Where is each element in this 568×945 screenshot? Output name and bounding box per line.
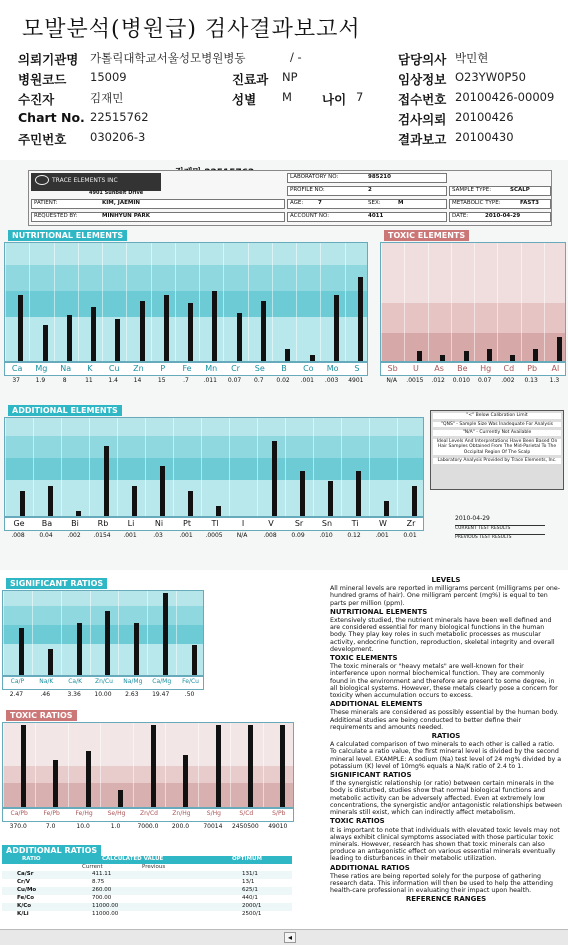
toxic-bar (533, 349, 538, 361)
additional-bar (272, 441, 277, 516)
additional-value: 0.01 (403, 532, 417, 539)
toxic-ratio-label: Fe/Hg (75, 810, 93, 817)
additional-ratios-table (2, 845, 292, 923)
value-col-header: CALCULATED VALUE (102, 856, 164, 862)
table-cell: K/Co (17, 903, 32, 909)
additional-value: .0005 (205, 532, 223, 539)
toxic-ratio-title: TOXIC RATIOS (6, 710, 77, 721)
significant-ratio-bar (77, 623, 82, 675)
significant-ratio-label: Ca/P (10, 678, 25, 685)
additional-value: N/A (236, 532, 248, 539)
header-value: 20100426 (455, 110, 514, 124)
toxic-ratio-plot (2, 722, 294, 808)
account-no: 4011 (368, 213, 384, 219)
nutritional-title: NUTRITIONAL ELEMENTS (8, 230, 127, 241)
toxic-ratio-bar (183, 755, 188, 807)
scanned-report (0, 160, 568, 945)
toxic-bar (510, 355, 515, 361)
nutritional-value: 1.9 (35, 377, 46, 384)
toxic-bar (464, 351, 469, 361)
additional-title: ADDITIONAL ELEMENTS (8, 405, 122, 416)
nutritional-label: Se (254, 364, 265, 373)
toxic-ratio-bar (86, 751, 91, 807)
toxic-ratio-bar (151, 725, 156, 807)
significant-ratio-bar (48, 649, 53, 675)
additional-label: Li (127, 519, 135, 528)
toxic-ratios-text: It is important to note that individuals with elevated toxic levels may not always exhibit clinical symptoms associated with those particular toxic minerals. However, research has shown that toxic minerals can also produce an antagonistic effect on various essential minerals eventually leading to disturbances in their metabolic utilization. (330, 826, 560, 863)
table-row (2, 895, 292, 903)
toxic-bar (440, 355, 445, 361)
additional-value: 0.09 (291, 532, 305, 539)
additional-ratios-text: These ratios are being reported solely for the purpose of gathering research data. This information will then be used to help the attending health-care professional in evaluating their impact upon health. (330, 872, 554, 895)
significant-heading: SIGNIFICANT RATIOS (330, 771, 412, 780)
additional-label: Ge (13, 519, 25, 528)
nutritional-bar (310, 355, 315, 361)
profile-no: 2 (368, 187, 372, 193)
additional-value: .0154 (93, 532, 111, 539)
legend-line-5: Laboratory Analysis Provided by Trace Elements, Inc. (433, 458, 561, 464)
additional-chart (4, 405, 424, 539)
header-label: 진료과 (232, 72, 269, 87)
nutritional-label: Fe (182, 364, 192, 373)
sample-label: SAMPLE TYPE: (452, 187, 492, 193)
significant-ratio-bar (105, 611, 110, 676)
header-label: 수진자 (18, 92, 55, 107)
additional-label: Rb (97, 519, 109, 528)
toxic-label: Hg (480, 364, 492, 373)
header-label: 임상정보 (398, 72, 447, 87)
toxic-ratio-bar (53, 760, 58, 807)
reference-heading: REFERENCE RANGES (405, 895, 487, 904)
nutritional-value: 0.02 (276, 377, 290, 384)
header-value: 20100426-00009 (455, 90, 555, 104)
toxic-ratio-bar (248, 725, 253, 807)
significant-ratio-bar (163, 593, 168, 675)
header-label: 접수번호 (398, 92, 447, 107)
previous-results-label: PREVIOUS TEST RESULTS (455, 534, 545, 540)
current-subheader: Current (82, 864, 103, 870)
nutritional-bar (334, 295, 339, 361)
legend-line-3: "N/A" - Currently Not Available (433, 430, 561, 436)
additional-value: .001 (179, 532, 193, 539)
levels-heading: LEVELS (431, 576, 461, 584)
nutritional-value: 37 (12, 377, 20, 384)
header-row (0, 50, 568, 70)
toxic-label: Pb (527, 364, 538, 373)
nutritional-bar (261, 301, 266, 361)
additional-bar (188, 491, 193, 516)
nutritional-bar (358, 277, 363, 361)
significant-ratio-label: Na/Mg (123, 678, 143, 685)
table-cell: Fe/Co (17, 895, 35, 901)
toxic-ratio-bar (21, 725, 26, 807)
additional-label: Ba (41, 519, 53, 528)
requested-label: REQUESTED BY: (34, 213, 78, 219)
toxic-ratio-bar (280, 725, 285, 807)
nutritional-value: 0.07 (227, 377, 242, 384)
toxic-ratio-value: 10.0 (76, 823, 90, 830)
current-results-label: CURRENT TEST RESULTS (455, 525, 545, 531)
additional-label: Sr (294, 519, 304, 528)
header-label: 성별 (232, 92, 257, 107)
additional-value: .008 (11, 532, 25, 539)
additional-bar (412, 486, 417, 516)
sample-type: SCALP (510, 187, 530, 193)
additional-label: Tl (211, 519, 219, 528)
additional-value: .001 (375, 532, 389, 539)
legend-box (430, 410, 564, 490)
nutritional-label: K (87, 364, 93, 373)
significant-ratio-value: .50 (184, 691, 195, 698)
toxic-ratio-label: Ca/Pb (10, 810, 28, 817)
additional-value: .010 (319, 532, 333, 539)
signature-date: 2010-04-29 (455, 515, 490, 522)
nutritional-value: 11 (85, 377, 93, 384)
nutritional-bar (91, 307, 96, 361)
nutritional-value: .7 (183, 377, 189, 384)
nutritional-chart (4, 230, 368, 384)
toxic-ratio-label: Zn/Hg (172, 810, 191, 817)
table-cell: 11000.00 (92, 911, 119, 917)
header-value: 15009 (90, 70, 127, 84)
nutritional-value: 14 (133, 377, 142, 384)
nutritional-label: Mo (326, 364, 339, 373)
toxic-label: As (434, 364, 444, 373)
lab-logo: TRACE ELEMENTS INC (31, 173, 161, 191)
significant-ratio-value: 10.00 (94, 691, 112, 698)
nutritional-label: Co (303, 364, 314, 373)
toxic-ratio-label: S/Cd (239, 810, 254, 817)
report-date: 2010-04-29 (485, 213, 521, 219)
nutritional-value: 15 (157, 377, 166, 384)
additional-bar (328, 481, 333, 516)
toxic-ratio-value: 200.0 (171, 823, 190, 830)
toxic-ratio-label: S/Hg (206, 810, 221, 817)
additional-label: Pt (183, 519, 191, 528)
toxic-ratio-value: 49010 (268, 823, 288, 830)
toxic-ratio-value: 370.0 (9, 823, 27, 830)
additional-ratios-heading: ADDITIONAL RATIOS (330, 863, 410, 872)
table-row (2, 911, 292, 919)
toxic-title: TOXIC ELEMENTS (384, 230, 469, 241)
nutritional-text: Extensively studied, the nutrient minerals have been well defined and are considered essential for many biological functions in the human body. They play key roles in such metabolic processes as muscular activity, endocrine function, reproduction, skeletal integrity and overall development. (330, 617, 555, 653)
table-row (2, 879, 292, 887)
lab-no: 985210 (368, 174, 391, 180)
significant-ratios-chart (2, 578, 204, 698)
toxic-ratio-label: Se/Hg (107, 810, 126, 817)
optimum-col-header: OPTIMUM (232, 856, 262, 862)
toxic-label: Be (457, 364, 468, 373)
table-cell: Cr/V (17, 879, 31, 885)
significant-ratio-label: Ca/K (68, 678, 83, 685)
toxic-ratio-label: S/Pb (272, 810, 286, 817)
additional-bar (300, 471, 305, 516)
additional-label: W (379, 519, 387, 528)
toxic-value: 1.3 (549, 377, 560, 384)
legend-line-2: "QNS" - Sample Size Was Inadequate For Analysis (433, 422, 561, 428)
significant-ratio-plot (2, 590, 204, 676)
nutritional-value: .003 (324, 377, 339, 384)
table-cell: 131/1 (242, 871, 258, 877)
nutritional-value: 4901 (348, 377, 364, 384)
previous-subheader: Previous (142, 864, 166, 870)
ratios-heading: RATIOS (431, 732, 461, 741)
toxic-label: Sb (387, 364, 398, 373)
nutritional-value: .011 (203, 377, 217, 384)
requested-by: MINHYUN PARK (102, 213, 150, 219)
table-cell: 411.11 (92, 871, 112, 877)
toxic-ratio-value: 2450500 (231, 823, 259, 830)
additional-ratios-title: ADDITIONAL RATIOS (2, 845, 101, 856)
toxic-ratio-value: 70014 (203, 823, 223, 830)
lab-no-label: LABORATORY NO: (290, 174, 339, 180)
profile-label: PROFILE NO: (290, 187, 325, 193)
table-cell: 260.00 (92, 887, 112, 893)
header-value: 22515762 (90, 110, 149, 124)
interpretation-notes (330, 575, 562, 905)
toxic-ratio-value: 7.0 (45, 823, 56, 830)
table-cell: 13/1 (242, 879, 255, 885)
header-row (0, 70, 568, 90)
toxic-value: 0.010 (452, 377, 470, 384)
additional-label: Sn (321, 519, 333, 528)
significant-ratio-value: 2.63 (125, 691, 139, 698)
header-value: NP (282, 70, 298, 84)
header-label: 결과보고 (398, 132, 447, 147)
header-value: 7 (356, 90, 364, 104)
nutritional-bar (212, 291, 217, 361)
sex-label: SEX: (368, 200, 381, 206)
nutritional-value: 0.7 (254, 377, 264, 384)
toxic-label: Al (551, 364, 560, 373)
header-label: 의뢰기관명 (18, 52, 79, 67)
significant-ratio-label: Na/K (39, 678, 54, 685)
header-label: Chart No. (18, 110, 85, 125)
table-cell: Ca/Sr (17, 871, 34, 877)
table-cell: 2000/1 (242, 903, 262, 909)
nutritional-bar (237, 313, 242, 361)
nutritional-label: S (354, 364, 360, 373)
table-cell: K/Li (17, 911, 29, 917)
toxic-ratios-chart (2, 710, 294, 828)
nutritional-bar (285, 349, 290, 361)
additional-value: .008 (263, 532, 277, 539)
header-label: 주민번호 (18, 132, 67, 147)
toxic-text: The toxic minerals or "heavy metals" are well-known for their interference upon normal biochemical function. They are commonly found in the environment and therefore are present to some degree, in all biological systems. However, these metals clearly pose a concern for toxicity when accumulation occurs to excess. (330, 663, 558, 700)
significant-ratio-label: Ca/Mg (152, 678, 172, 685)
header-value: O23YW0P50 (455, 70, 526, 84)
additional-heading: ADDITIONAL ELEMENTS (330, 700, 423, 709)
toxic-heading: TOXIC ELEMENTS (330, 654, 398, 663)
nutritional-label: Cr (231, 364, 240, 373)
significant-ratio-label: Zn/Cu (95, 678, 113, 685)
table-cell: 8.75 (92, 879, 105, 885)
toxic-ratio-bar (118, 790, 123, 807)
nutritional-bar (43, 325, 48, 361)
additional-label: Ti (351, 519, 359, 528)
metabolic-label: METABOLIC TYPE: (452, 200, 501, 206)
nutritional-value: .001 (300, 377, 314, 384)
significant-ratio-value: 2.47 (9, 691, 24, 698)
additional-plot (4, 417, 424, 517)
toxic-chart (380, 230, 566, 384)
significant-ratio-title: SIGNIFICANT RATIOS (6, 578, 107, 589)
header-value: 김재민 (90, 91, 124, 105)
nutritional-bar (164, 295, 169, 361)
patient-label: PATIENT: (34, 200, 58, 206)
additional-label: Zr (406, 519, 416, 528)
significant-ratio-label: Fe/Cu (182, 678, 199, 685)
table-cell: Cu/Mo (17, 887, 37, 893)
header-value: 030206-3 (90, 130, 146, 144)
metabolic-type: FAST3 (520, 200, 539, 206)
logo-mark-icon (35, 175, 49, 185)
additional-value: 0.12 (347, 532, 361, 539)
legend-line-4: Ideal Levels And Interpretations Have Been Based On Hair Samples Obtained From The Mid-Parietal To The Occipital Region Of The Scalp (433, 439, 561, 456)
toxic-label: U (412, 364, 419, 373)
toxic-ratio-value: 7000.0 (137, 823, 159, 830)
nutritional-bar (18, 295, 23, 361)
levels-text: All mineral levels are reported in milligrams percent (milligrams per one-hundred grams of hair). One milligram percent (mg%) is equal to ten parts per million (ppm). (330, 585, 561, 607)
nutritional-label: Na (60, 364, 72, 373)
additional-bar (132, 486, 137, 516)
toxic-value: .012 (431, 377, 445, 384)
nutritional-label: B (281, 364, 287, 373)
table-row (2, 887, 292, 895)
nutritional-bar (67, 315, 72, 361)
patient-header (0, 50, 568, 150)
age-label: AGE: (290, 200, 304, 206)
header-value: M (282, 90, 292, 104)
significant-ratio-bar (19, 628, 24, 675)
header-value: 20100430 (455, 130, 514, 144)
additional-bar (48, 486, 53, 516)
nutritional-bar (188, 303, 193, 361)
nutritional-label: Zn (133, 364, 144, 373)
ratio-col-header: RATIO (22, 856, 41, 862)
toxic-bar (557, 337, 562, 361)
nutritional-value: 8 (62, 377, 67, 384)
report-title: 모발분석(병원급) 검사결과보고서 (22, 17, 361, 42)
toxic-ratios-heading: TOXIC RATIOS (330, 817, 385, 826)
account-label: ACCOUNT NO: (290, 213, 330, 219)
age: 7 (318, 200, 322, 206)
patient-name: KIM, JAEMIN (102, 200, 140, 206)
table-cell: 625/1 (242, 887, 258, 893)
toxic-plot (380, 242, 566, 362)
header-label: 검사의뢰 (398, 112, 447, 127)
header-label: 담당의사 (398, 52, 447, 67)
significant-text: If the synergistic relationship (or ratio) between certain minerals in the body is disturbed, studies show that normal biological functions and metabolic activity can be adversely affected. Even at extremely low concentrations, the synergistic and/or antagonistic relationships between minerals still exist, which can indirectly affect metabolism. (330, 780, 562, 817)
legend-line-1: "<" Below Calibration Limit (433, 413, 561, 419)
header-row (0, 130, 568, 150)
toxic-ratio-label: Fe/Pb (43, 810, 60, 817)
header-label: 나이 (322, 92, 347, 107)
date-label: DATE: (452, 213, 469, 219)
significant-ratio-value: 3.36 (67, 691, 81, 698)
additional-value: 0.04 (39, 532, 53, 539)
additional-bar (384, 501, 389, 516)
nutritional-label: P (160, 364, 166, 373)
significant-ratio-value: 19.47 (152, 691, 170, 698)
toxic-value: N/A (386, 377, 397, 384)
scroll-left-arrow-icon[interactable]: ◂ (284, 932, 296, 943)
nutritional-plot (4, 242, 368, 362)
additional-bar (356, 471, 361, 516)
sex: M (398, 200, 404, 206)
table-row (2, 903, 292, 911)
horizontal-scrollbar[interactable] (0, 929, 568, 945)
lab-address: 4901 Sunbelt Drive (89, 190, 144, 196)
table-cell: 700.00 (92, 895, 112, 901)
significant-ratio-value: .46 (40, 691, 51, 698)
additional-label: V (268, 519, 274, 528)
additional-value: .001 (123, 532, 137, 539)
additional-bar (76, 511, 81, 516)
additional-label: Ni (154, 519, 164, 528)
header-row (0, 90, 568, 110)
toxic-bar (417, 351, 422, 361)
toxic-ratio-bar (216, 725, 221, 807)
table-row (2, 871, 292, 879)
toxic-label: Cd (503, 364, 515, 373)
nutritional-value: 1.4 (108, 377, 118, 384)
header-label: 병원코드 (18, 72, 67, 87)
nutritional-label: Ca (11, 364, 23, 373)
nutritional-bar (140, 301, 145, 361)
nutritional-label: Mg (35, 364, 48, 373)
significant-ratio-bar (134, 623, 139, 675)
toxic-value: 0.07 (477, 377, 492, 384)
additional-label: I (241, 519, 245, 528)
header-row (0, 110, 568, 130)
nutritional-label: Cu (108, 364, 120, 373)
toxic-bar (487, 349, 492, 361)
lab-info-card (28, 170, 552, 226)
additional-bar (216, 506, 221, 516)
nutritional-heading: NUTRITIONAL ELEMENTS (330, 607, 428, 616)
header-value: 박민현 (455, 51, 489, 65)
additional-bar (20, 491, 25, 516)
additional-value: .03 (153, 532, 163, 539)
additional-text: These minerals are considered as possibly essential by the human body. Additional studies are being conducted to better define their requirements and amounts needed. (330, 709, 559, 731)
header-value: 가톨릭대학교서울성모병원병동 (90, 51, 246, 65)
toxic-ratio-value: 1.0 (110, 823, 121, 830)
ratios-text: A calculated comparison of two minerals to each other is called a ratio. To calculate a ratio value, the first mineral level is divided by the second mineral level. EXAMPLE: A sodium (Na) test level of 24 mg% divided by a potassium (K) level of 10mg% equals a Na/K ratio of 2.4 to 1. (330, 741, 562, 770)
additional-value: .002 (67, 532, 81, 539)
toxic-ratio-label: Zn/Cd (140, 810, 158, 817)
nutritional-bar (115, 319, 120, 361)
toxic-value: .0015 (406, 377, 424, 384)
additional-bar (160, 466, 165, 516)
nutritional-label: Mn (205, 364, 218, 373)
table-cell: 440/1 (242, 895, 258, 901)
additional-bar (104, 446, 109, 516)
header-value: / - (290, 50, 302, 64)
toxic-value: .002 (501, 377, 515, 384)
table-cell: 11000.00 (92, 903, 119, 909)
toxic-value: 0.13 (524, 377, 538, 384)
significant-ratio-bar (192, 645, 197, 675)
additional-label: Bi (71, 519, 79, 528)
table-cell: 2500/1 (242, 911, 262, 917)
